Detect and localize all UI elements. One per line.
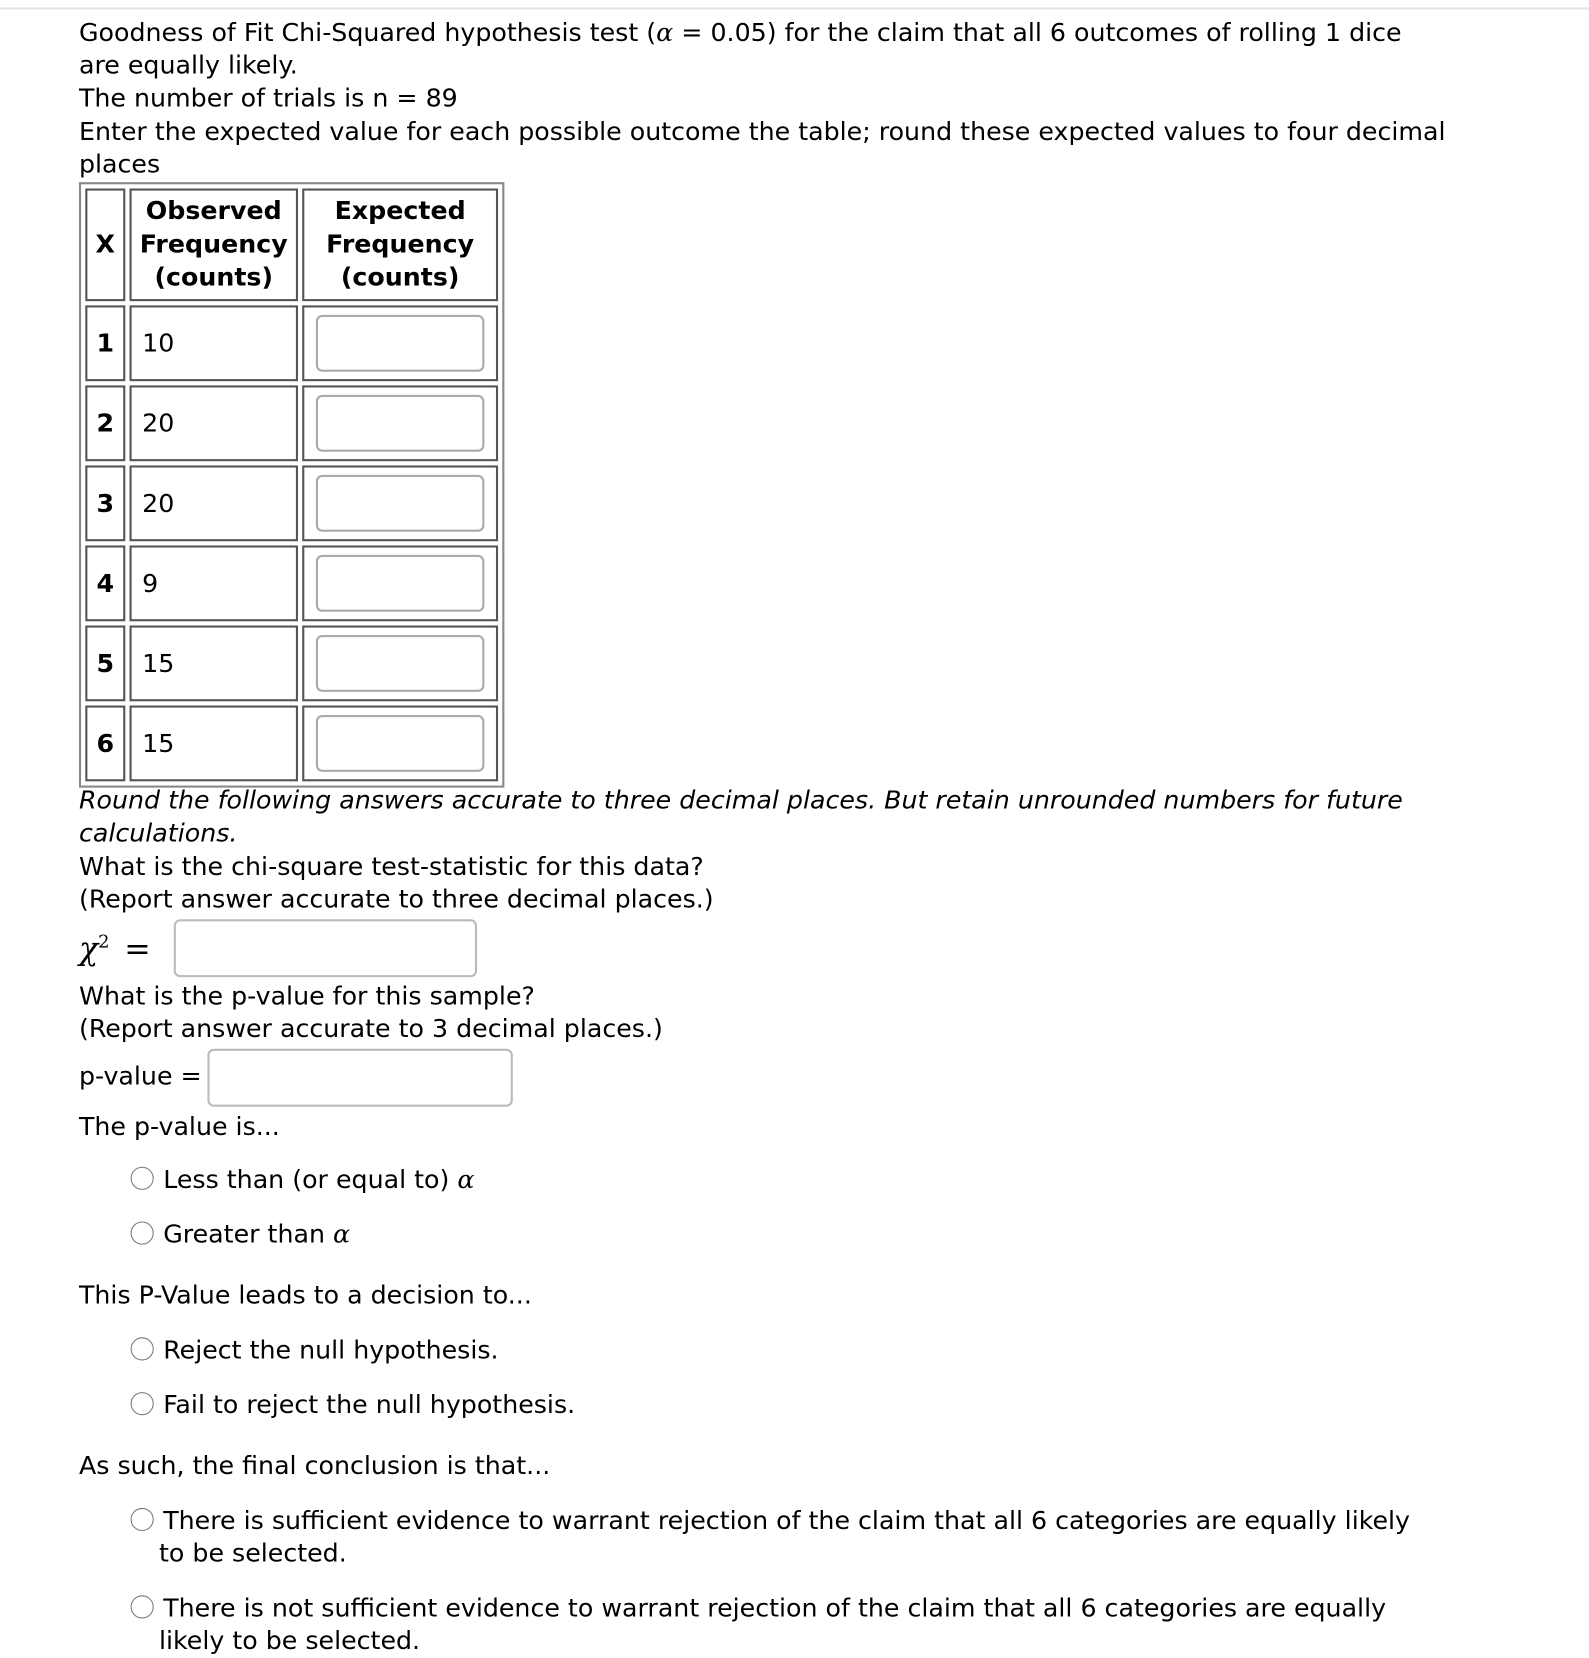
instructions-line2: places: [78, 149, 161, 180]
radio-fail-to-reject[interactable]: [131, 1392, 154, 1415]
trials-text: The number of trials is n = 89: [78, 83, 458, 113]
compare-prompt: The p-value is...: [78, 1111, 280, 1142]
table-row: [85, 705, 498, 781]
divider: [0, 7, 1589, 9]
intro-line1: Goodness of Fit Chi-Squared hypothesis test (α = 0.05) for the claim that all 6 outcomes of rolling 1 dice: [78, 17, 1402, 48]
table-row: [85, 385, 498, 461]
header-expected: Expected Frequency (counts): [302, 188, 498, 300]
radio-reject[interactable]: [131, 1337, 154, 1360]
pvalue-input[interactable]: [207, 1049, 512, 1107]
pvalue-precision: (Report answer accurate to 3 decimal places.): [78, 1014, 663, 1044]
expected-input[interactable]: [316, 394, 484, 451]
table-row: [85, 625, 498, 701]
observed-cell: 15: [130, 705, 298, 781]
decision-prompt: This P-Value leads to a decision to...: [78, 1280, 532, 1310]
expected-input[interactable]: [316, 554, 484, 611]
observed-cell: 10: [130, 305, 298, 381]
option-sufficient[interactable]: There is sufficient evidence to warrant rejection of the claim that all 6 categories are equally likely: [163, 1505, 1410, 1536]
header-x: X: [85, 188, 125, 300]
outcome-cell: 2: [85, 385, 125, 461]
expected-cell: [302, 625, 498, 701]
frequency-table: [79, 182, 504, 787]
option-not-sufficient[interactable]: There is not sufficient evidence to warrant rejection of the claim that all 6 categories are equally: [163, 1593, 1387, 1623]
conclusion-prompt: As such, the final conclusion is that...: [78, 1451, 551, 1481]
option-not-sufficient-cont[interactable]: likely to be selected.: [159, 1625, 421, 1656]
expected-cell: [302, 705, 498, 781]
option-reject[interactable]: Reject the null hypothesis.: [163, 1335, 499, 1365]
chi-question: What is the chi-square test-statistic for this data?: [78, 851, 704, 882]
option-less-than[interactable]: Less than (or equal to) α: [163, 1164, 475, 1195]
table-row: [85, 305, 498, 381]
header-observed: Observed Frequency (counts): [130, 188, 298, 300]
chi-precision: (Report answer accurate to three decimal places.): [78, 884, 714, 915]
expected-cell: [302, 385, 498, 461]
expected-input[interactable]: [316, 474, 484, 531]
radio-less-than[interactable]: [131, 1167, 154, 1190]
outcome-cell: 3: [85, 465, 125, 541]
observed-cell: 20: [130, 385, 298, 461]
chi-label: $\chi^2$ =: [78, 930, 151, 968]
radio-not-sufficient[interactable]: [131, 1595, 154, 1618]
option-greater-than[interactable]: Greater than α: [163, 1219, 351, 1249]
table-row: [85, 465, 498, 541]
observed-cell: 15: [130, 625, 298, 701]
table-header-row: [85, 188, 498, 300]
chi-square-input[interactable]: [174, 919, 477, 977]
radio-sufficient[interactable]: [131, 1508, 154, 1531]
table-row: [85, 545, 498, 621]
outcome-cell: 6: [85, 705, 125, 781]
expected-cell: [302, 545, 498, 621]
pvalue-label: p-value =: [78, 1061, 202, 1091]
outcome-cell: 4: [85, 545, 125, 621]
pvalue-question: What is the p-value for this sample?: [78, 981, 535, 1011]
expected-input[interactable]: [316, 714, 484, 771]
expected-input[interactable]: [316, 634, 484, 691]
round-note-line2: calculations.: [78, 818, 238, 848]
round-note-line1: Round the following answers accurate to three decimal places. But retain unrounded numbers for future: [78, 785, 1403, 816]
expected-cell: [302, 305, 498, 381]
outcome-cell: 5: [85, 625, 125, 701]
observed-cell: 9: [130, 545, 298, 621]
instructions-line1: Enter the expected value for each possible outcome the table; round these expected values to four decimal: [78, 116, 1446, 147]
option-fail-to-reject[interactable]: Fail to reject the null hypothesis.: [163, 1389, 576, 1420]
radio-greater-than[interactable]: [131, 1221, 154, 1244]
outcome-cell: 1: [85, 305, 125, 381]
option-sufficient-cont[interactable]: to be selected.: [159, 1538, 347, 1568]
intro-line2: are equally likely.: [78, 50, 298, 81]
observed-cell: 20: [130, 465, 298, 541]
expected-cell: [302, 465, 498, 541]
expected-input[interactable]: [316, 314, 484, 371]
